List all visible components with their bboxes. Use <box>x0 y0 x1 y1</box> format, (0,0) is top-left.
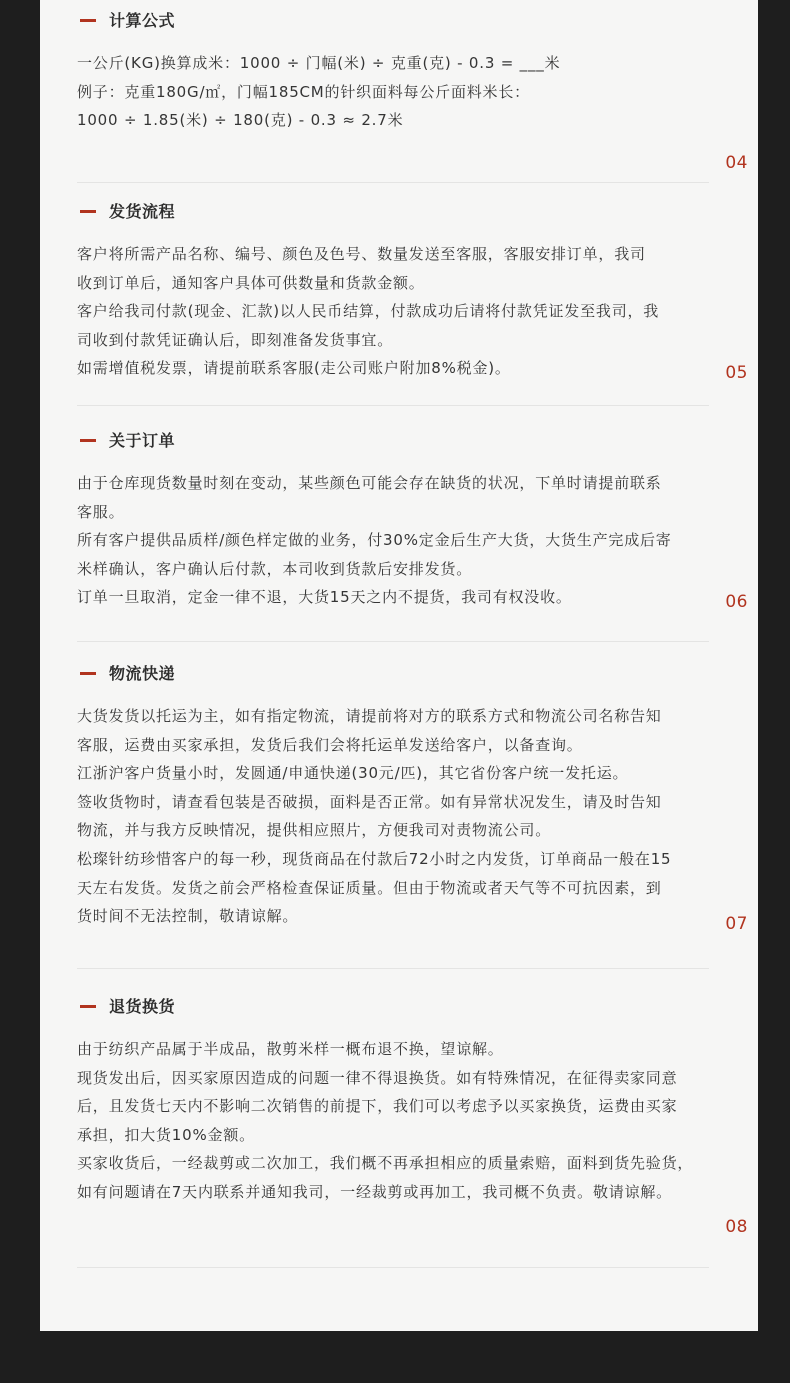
body-line: 所有客户提供品质样/颜色样定做的业务，付30%定金后生产大货，大货生产完成后寄 <box>77 531 672 550</box>
body-line: 例子：克重180G/㎡，门幅185CM的针织面料每公斤面料米长： <box>77 82 530 101</box>
section-number: 06 <box>725 592 748 612</box>
body-line: 收到订单后，通知客户具体可供数量和货款金额。 <box>77 273 425 292</box>
body-line: 买家收货后，一经裁剪或二次加工，我们概不再承担相应的质量索赔，面料到货先验货， <box>77 1154 694 1173</box>
body-line: 物流，并与我方反映情况，提供相应照片，方便我司对责物流公司。 <box>77 821 552 840</box>
body-line: 1000 ÷ 1.85(米) ÷ 180(克) - 0.3 ≈ 2.7米 <box>77 111 404 130</box>
title-dash-icon <box>80 672 96 675</box>
section-body <box>77 469 748 612</box>
section-header <box>77 9 748 33</box>
section-body <box>77 702 748 931</box>
body-line: 江浙沪客户货量小时，发圆通/申通快递(30元/匹)，其它省份客户统一发托运。 <box>77 764 629 783</box>
body-line: 如需增值税发票，请提前联系客服(走公司账户附加8%税金)。 <box>77 359 511 378</box>
section-divider <box>77 968 709 969</box>
section-shipping-process <box>77 200 748 383</box>
body-line: 货时间不无法控制，敬请谅解。 <box>77 907 299 926</box>
body-line: 后，且发货七天内不影响二次销售的前提下，我们可以考虑予以买家换货，运费由买家 <box>77 1097 678 1116</box>
body-line: 米样确认，客户确认后付款，本司收到货款后安排发货。 <box>77 559 473 578</box>
title-dash-icon <box>80 439 96 442</box>
body-line: 承担，扣大货10%金额。 <box>77 1125 255 1144</box>
body-line: 客服，运费由买家承担，发货后我们会将托运单发送给客户，以备查询。 <box>77 735 583 754</box>
section-header <box>77 200 748 224</box>
section-divider <box>77 641 709 642</box>
body-line: 如有问题请在7天内联系并通知我司，一经裁剪或再加工，我司概不负责。敬请谅解。 <box>77 1182 672 1201</box>
section-header <box>77 662 748 686</box>
section-title: 计算公式 <box>109 11 176 30</box>
body-line: 客服。 <box>77 502 125 521</box>
section-divider <box>77 405 709 406</box>
body-line: 一公斤(KG)换算成米：1000 ÷ 门幅(米) ÷ 克重(克) - 0.3 = ___米 <box>77 54 561 72</box>
section-header <box>77 995 748 1019</box>
body-line: 司收到付款凭证确认后，即刻准备发货事宜。 <box>77 330 394 349</box>
section-number: 07 <box>725 914 748 934</box>
section-number: 08 <box>725 1217 748 1237</box>
title-dash-icon <box>80 19 96 22</box>
body-line: 客户将所需产品名称、编号、颜色及色号、数量发送至客服，客服安排订单，我司 <box>77 245 646 263</box>
section-returns-exchanges <box>77 995 748 1237</box>
body-line: 现货发出后，因买家原因造成的问题一律不得退换货。如有特殊情况，在征得卖家同意 <box>77 1068 678 1087</box>
title-dash-icon <box>80 210 96 213</box>
section-divider <box>77 182 709 183</box>
section-body <box>77 49 748 135</box>
title-dash-icon <box>80 1005 96 1008</box>
body-line: 大货发货以托运为主，如有指定物流，请提前将对方的联系方式和物流公司名称告知 <box>77 707 662 725</box>
body-line: 由于纺织产品属于半成品，散剪米样一概布退不换，望谅解。 <box>77 1040 504 1058</box>
section-divider <box>77 1267 709 1268</box>
policy-card <box>40 0 758 1331</box>
section-body <box>77 1035 748 1207</box>
body-line: 客户给我司付款(现金、汇款)以人民币结算，付款成功后请将付款凭证发至我司，我 <box>77 302 660 321</box>
body-line: 松璨针纺珍惜客户的每一秒，现货商品在付款后72小时之内发货，订单商品一般在15 <box>77 849 672 868</box>
section-formula <box>77 9 748 173</box>
section-title: 关于订单 <box>109 431 176 450</box>
section-title: 退货换货 <box>109 997 176 1016</box>
section-title: 发货流程 <box>109 202 176 221</box>
section-number: 05 <box>725 363 748 383</box>
section-body <box>77 240 748 383</box>
body-line: 由于仓库现货数量时刻在变动，某些颜色可能会存在缺货的状况，下单时请提前联系 <box>77 474 662 492</box>
section-about-orders <box>77 429 748 612</box>
body-line: 订单一旦取消，定金一律不退，大货15天之内不提货，我司有权没收。 <box>77 588 572 607</box>
section-title: 物流快递 <box>109 664 176 683</box>
section-header <box>77 429 748 453</box>
section-number: 04 <box>725 153 748 173</box>
body-line: 签收货物时，请查看包装是否破损，面料是否正常。如有异常状况发生，请及时告知 <box>77 792 662 811</box>
section-logistics <box>77 662 748 934</box>
body-line: 天左右发货。发货之前会严格检查保证质量。但由于物流或者天气等不可抗因素，到 <box>77 878 662 897</box>
